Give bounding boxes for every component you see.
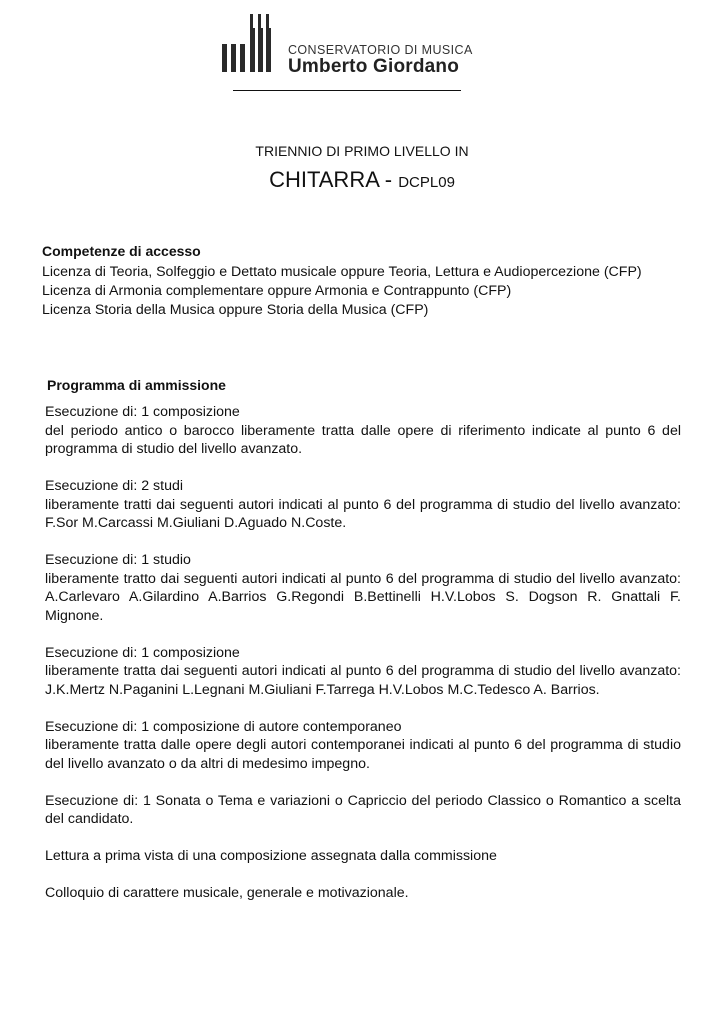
access-item: Licenza di Armonia complementare oppure Armonia e Contrappunto (CFP) bbox=[42, 283, 512, 299]
access-requirements-list bbox=[42, 263, 692, 320]
program-item bbox=[45, 477, 681, 533]
program-item-desc: del periodo antico o barocco liberamente tratta dalle opere di riferimento indicate al punto 6 del programma di studio del livello avanzato. bbox=[45, 422, 681, 457]
program-item bbox=[45, 847, 681, 866]
logo-institution-line: CONSERVATORIO DI MUSICA bbox=[288, 43, 473, 57]
program-item-head: Esecuzione di: 1 composizione bbox=[45, 404, 240, 420]
program-item bbox=[45, 551, 681, 625]
course-code: DCPL09 bbox=[398, 174, 455, 191]
program-item-desc: Esecuzione di: 1 Sonata o Tema e variazioni o Capriccio del periodo Classico o Romantico a scelta del candidato. bbox=[45, 792, 681, 827]
logo-name-line: Umberto Giordano bbox=[288, 56, 460, 77]
program-item-head: Esecuzione di: 2 studi bbox=[45, 478, 184, 494]
program-item bbox=[45, 792, 681, 829]
program-item-desc: liberamente tratto dai seguenti autori indicati al punto 6 del programma di studio del livello avanzato: A.Carlevaro A.Gilardino A.Barrios G.Regondi B.Bettinelli H.V.Lobos S. Dogson R. Gnattali F. Mignone. bbox=[45, 570, 681, 624]
program-item-desc: liberamente tratta dai seguenti autori indicati al punto 6 del programma di studio del livello avanzato: J.K.Mertz N.Paganini L.Legnani M.Giuliani F.Tarrega H.V.Lobos M.C.Tedesco A. Barrios. bbox=[45, 663, 681, 698]
course-name: CHITARRA - bbox=[269, 167, 399, 192]
program-item bbox=[45, 644, 681, 700]
program-item-desc: Lettura a prima vista di una composizione assegnata dalla commissione bbox=[45, 848, 497, 864]
conservatory-logo bbox=[220, 14, 480, 76]
access-item: Licenza di Teoria, Solfeggio e Dettato musicale oppure Teoria, Lettura e Audiopercezione (CFP) bbox=[42, 264, 642, 280]
course-title bbox=[0, 167, 724, 193]
piano-keys-logo-icon bbox=[220, 14, 280, 76]
program-heading: Programma di ammissione bbox=[47, 377, 226, 393]
access-item: Licenza Storia della Musica oppure Storia della Musica (CFP) bbox=[42, 302, 429, 318]
program-item-head: Esecuzione di: 1 composizione bbox=[45, 644, 240, 661]
admission-program-list bbox=[45, 403, 681, 921]
program-item bbox=[45, 403, 681, 459]
program-item-head: Esecuzione di: 1 composizione di autore contemporaneo bbox=[45, 718, 402, 735]
program-item bbox=[45, 718, 681, 774]
program-item bbox=[45, 884, 681, 903]
program-item-desc: liberamente tratti dai seguenti autori indicati al punto 6 del programma di studio del livello avanzato: F.Sor M.Carcassi M.Giuliani D.Aguado N.Coste. bbox=[45, 496, 681, 531]
program-item-desc: Colloquio di carattere musicale, generale e motivazionale. bbox=[45, 885, 409, 901]
program-item-head: Esecuzione di: 1 studio bbox=[45, 552, 191, 568]
course-level-title: TRIENNIO DI PRIMO LIVELLO IN bbox=[255, 143, 469, 159]
header-divider bbox=[233, 90, 461, 91]
program-item-desc: liberamente tratta dalle opere degli autori contemporanei indicati al punto 6 del programma di studio del livello avanzato o da altri di medesimo impegno. bbox=[45, 737, 681, 772]
access-heading: Competenze di accesso bbox=[42, 243, 201, 259]
